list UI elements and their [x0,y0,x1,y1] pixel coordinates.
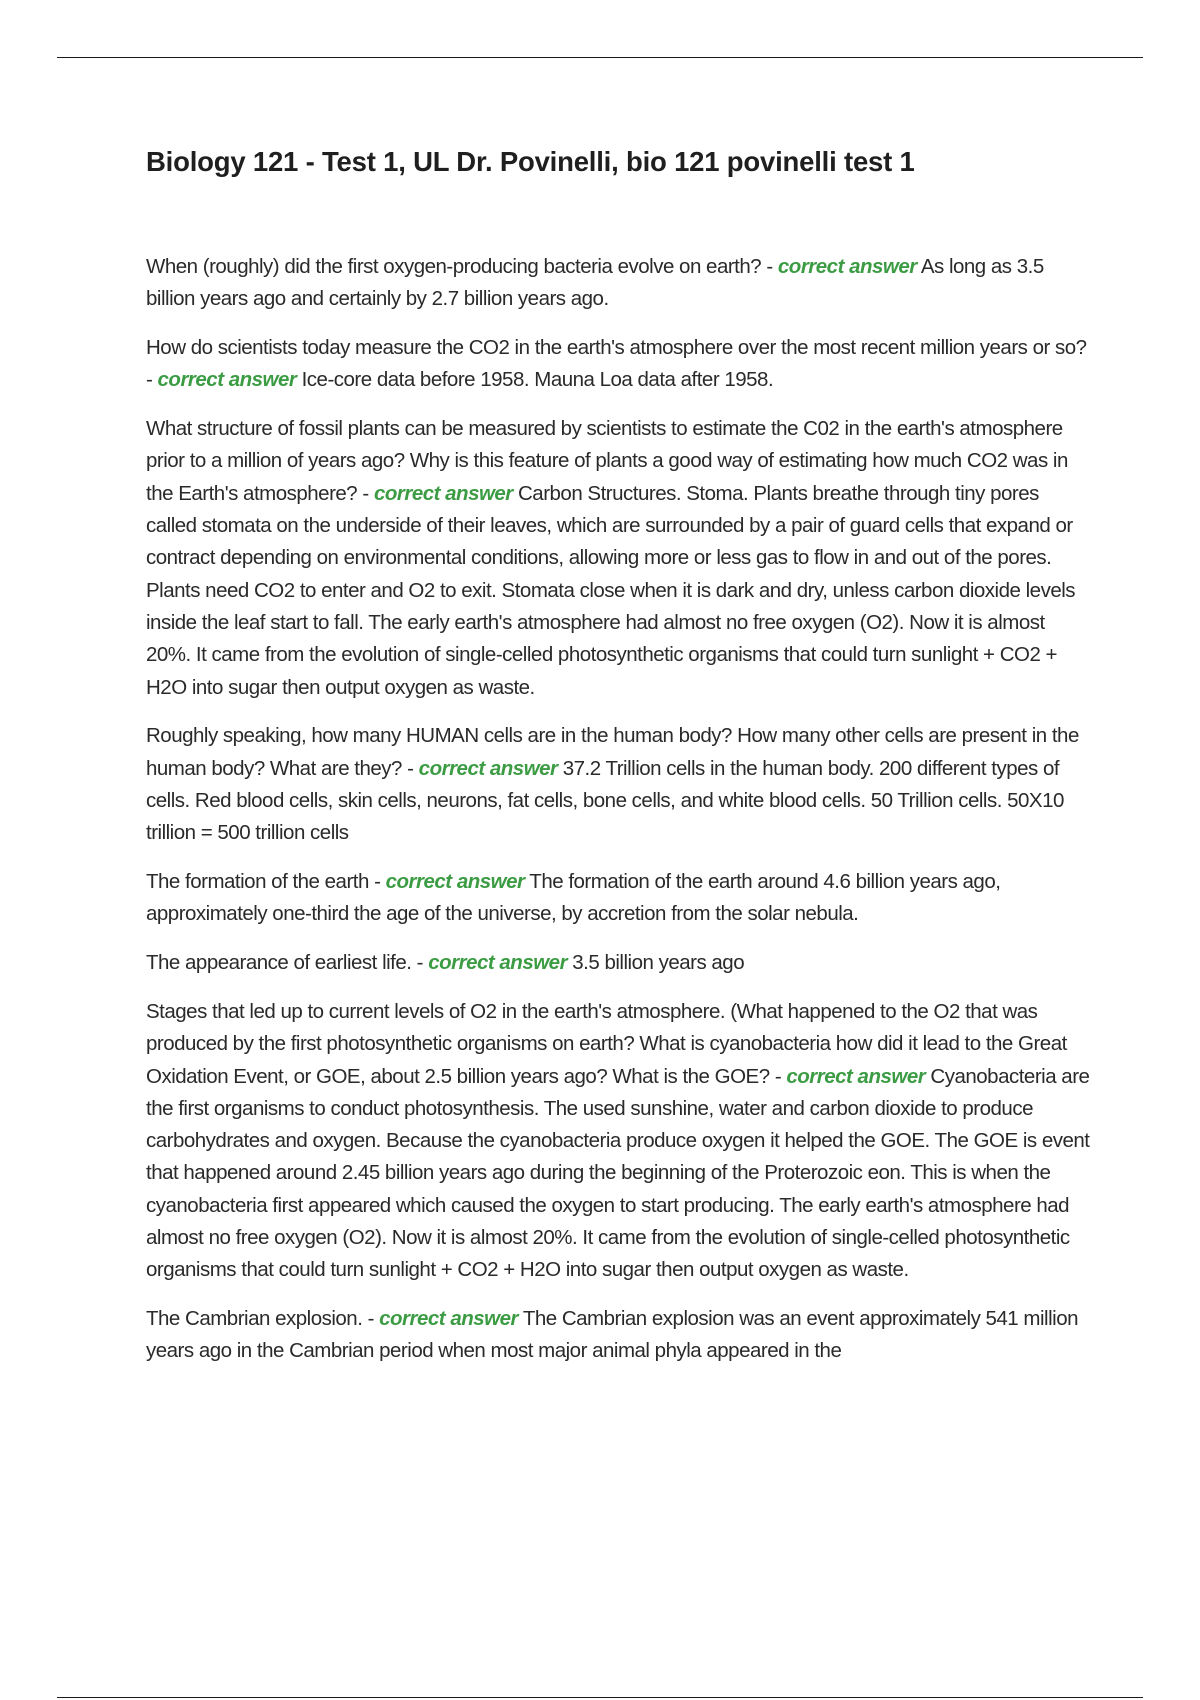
qa-item-6 [146,947,1090,979]
qa-item-4 [146,720,1090,849]
answer-separator: - [362,1307,380,1331]
page-title: Biology 121 - Test 1, UL Dr. Povinelli, bio 121 povinelli test 1 [146,146,915,177]
answer-separator: - [357,481,374,505]
answer-text: 3.5 billion years ago [572,951,745,975]
correct-answer-label: correct answer [777,255,917,278]
qa-item-2 [146,332,1090,397]
question-text: Roughly speaking, how many HUMAN cells are in the human body? How many other cells are present in the human body? What are they? [146,724,1079,780]
answer-text: The Cambrian explosion was an event approximately 541 million years ago in the Cambrian period when most major animal phyla appeared in the [146,1307,1079,1363]
correct-answer-label: correct answer [373,481,513,505]
answer-text: Ice-core data before 1958. Mauna Loa data after 1958. [301,368,774,392]
question-text: The Cambrian explosion. [146,1307,363,1331]
top-rule [57,57,1143,58]
answer-separator: - [769,1064,787,1088]
answer-text: Cyanobacteria are the first organisms to conduct photosynthesis. The used sunshine, water and carbon dioxide to produce carbohydrates and oxygen. Because the cyanobacteria produce oxygen it helped the GOE. The GOE is event that happened around 2.45 billion years ago during the beginning of the Proterozoic eon. This is when the cyanobacteria first appeared which caused the oxygen to start producing. The early earth's atmosphere had almost no free oxygen (O2). Now it is almost 20%. It came from the evolution of single-celled photosynthetic organisms that could turn sunlight + CO2 + H2O into sugar then output oxygen as waste. [146,1064,1090,1282]
question-text: The formation of the earth [146,870,369,894]
answer-text: Carbon Structures. Stoma. Plants breathe through tiny pores called stomata on the underside of their leaves, which are surrounded by a pair of guard cells that expand or contract depending on environmental conditions, allowing more or less gas to flow in and out of the pores. Plants need CO2 to enter and O2 to exit. Stomata close when it is dark and dry, unless carbon dioxide levels inside the leaf start to fall. The early earth's atmosphere had almost no free oxygen (O2). Now it is almost 20%. It came from the evolution of single-celled photosynthetic organisms that could turn sunlight + CO2 + H2O into sugar then output oxygen as waste. [146,481,1076,699]
correct-answer-label: correct answer [157,368,297,392]
qa-item-8 [146,1303,1090,1368]
answer-separator: - [368,870,386,894]
correct-answer-label: correct answer [385,870,525,894]
correct-answer-label: correct answer [786,1064,926,1088]
answer-separator: - [146,368,158,392]
answer-separator: - [761,255,778,278]
qa-item-1 [146,251,1090,316]
answer-text: 37.2 Trillion cells in the human body. 200 different types of cells. Red blood cells, skin cells, neurons, fat cells, bone cells, and white blood cells. 50 Trillion cells. 50X10 trillion = 500 trillion cells [146,756,1064,845]
correct-answer-label: correct answer [428,951,568,975]
bottom-rule [57,1697,1143,1698]
qa-item-7 [146,996,1090,1287]
answer-text: The formation of the earth around 4.6 billion years ago, approximately one-third the age of the universe, by accretion from the solar nebula. [146,870,1001,926]
answer-separator: - [401,756,419,780]
qa-item-3 [146,413,1090,704]
answer-separator: - [411,951,429,975]
answer-text: As long as 3.5 billion years ago and certainly by 2.7 billion years ago. [146,255,1044,311]
question-text: How do scientists today measure the CO2 in the earth's atmosphere over the most recent million years or so? [146,336,1087,360]
question-text: Stages that led up to current levels of O2 in the earth's atmosphere. (What happened to the O2 that was produced by the first photosynthetic organisms on earth? What is cyanobacteria how did it lead to the Great Oxidation Event, or GOE, about 2.5 billion years ago? What is the GOE? [146,999,1067,1088]
question-text: What structure of fossil plants can be measured by scientists to estimate the C02 in the earth's atmosphere prior to a million of years ago? Why is this feature of plants a good way of estimating how much CO2 was in the Earth's atmosphere? [146,417,1068,505]
question-text: When (roughly) did the first oxygen-producing bacteria evolve on earth? [146,255,762,278]
correct-answer-label: correct answer [379,1307,518,1331]
qa-item-5 [146,866,1090,931]
qa-list [146,251,1090,1384]
question-text: The appearance of earliest life. [146,951,412,975]
correct-answer-label: correct answer [418,756,558,780]
